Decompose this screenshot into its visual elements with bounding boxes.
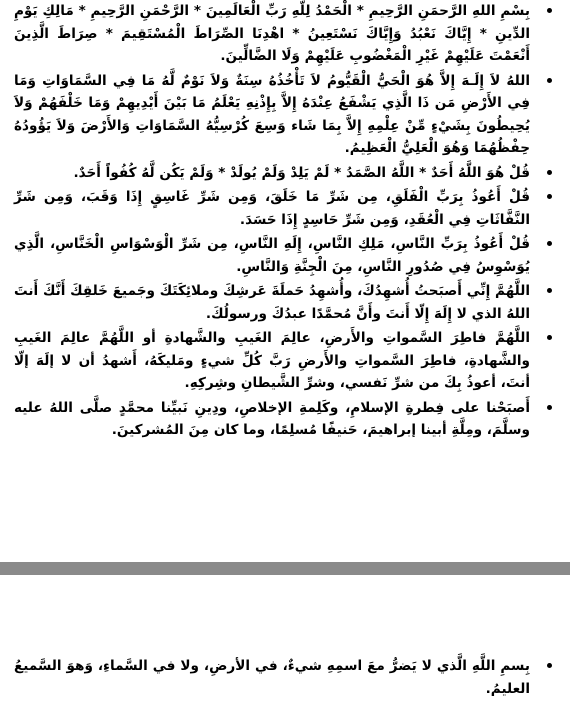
bullet-icon xyxy=(547,170,552,175)
bullet-icon xyxy=(547,78,552,83)
list-item-text: اللهُ لاَ إِلَـهَ إِلاَّ هُوَ الْحَيُّ الْقَيُّومُ لاَ تَأْخُذُهُ سِنَةٌ وَلاَ نَوْمٌ لَّهُ مَا فِي السَّمَاوَاتِ وَمَا فِي الأَرْضِ مَن ذَا الَّذِي يَشْفَعُ عِنْدَهُ إِلاَّ بِإِذْنِهِ يَعْلَمُ مَا بَيْنَ أَيْدِيهِمْ وَمَا خَلْفَهُمْ وَلاَ يُحِيطُونَ بِشَيْءٍ مِّنْ عِلْمِهِ إِلاَّ بِمَا شَاء وَسِعَ كُرْسِيُّهُ السَّمَاوَاتِ وَالأَرْضَ وَلاَ يَؤُودُهُ حِفْظُهُمَا وَهُوَ الْعَلِيُّ الْعَظِيمُ. xyxy=(14,72,530,156)
list-item xyxy=(14,162,558,185)
dua-list xyxy=(14,0,558,444)
bullet-icon xyxy=(547,663,552,668)
list-item xyxy=(14,0,558,68)
list-item-text: قُلْ أَعُوذُ بِرَبِّ النَّاسِ، مَلِكِ النَّاسِ، إِلَهِ النَّاسِ، مِن شَرِّ الْوَسْوَاسِ الْخَنَّاسِ، الَّذِي يُوَسْوِسُ فِي صُدُورِ النَّاسِ، مِنَ الْجِنَّةِ وَالنَّاسِ. xyxy=(14,236,530,275)
bullet-icon xyxy=(547,335,552,340)
bullet-icon xyxy=(547,288,552,293)
list-item-text: قُلْ هُوَ اللَّهُ أَحَدٌ * اللَّهُ الصَّمَدُ * لَمْ يَلِدْ وَلَمْ يُولَدْ * وَلَمْ يَكُن لَّهُ كُفُواً أَحَدٌ. xyxy=(73,164,530,181)
list-item xyxy=(14,280,558,325)
list-item xyxy=(14,186,558,231)
list-item xyxy=(14,233,558,278)
list-item-text: بِسْمِ اللهِ الرَّحمَنِ الرَّحِيمِ * الْحَمْدُ لِلَّهِ رَبِّ الْعَالَمِينَ * الرَّحْمَنِ الرَّحِيمِ * مَالِكِ يَوْمِ الدِّينِ * إِيَّاكَ نَعْبُدُ وَإِيَّاكَ نَسْتَعِينُ * اهْدِنَا الصِّرَاطَ الْمُسْتَقِيمَ * صِرَاطَ الَّذِينَ أَنْعَمْتَ عَلَيْهِمْ غَيْرِ الْمَغْضُوبِ عَلَيْهِمْ وَلَا الضَّالِّينَ. xyxy=(14,3,530,64)
document-page-bottom xyxy=(0,575,570,708)
list-item-text: اللَّهُمَّ إِنِّي أَصبَحتُ أُشهِدُكَ، وأُشهِدُ حَملَةَ عَرشِكَ وملائِكَتَكَ وجَميعَ خَلقِكَ أَنَّكَ أَنتَ اللهُ الذي لا إِلَهَ إِلّا أَنتَ وأَنَّ مُحمَّدًا عبدُكَ ورسولُكَ. xyxy=(14,283,530,322)
bullet-icon xyxy=(547,241,552,246)
bullet-icon xyxy=(547,405,552,410)
list-item-text: أَصبَحْنا على فِطرةِ الإسلامِ، وكَلِمةِ الإخلاصِ، ودِينِ نَبيِّنا محمَّدٍ صلَّى اللهُ عليه وسلَّمَ، ومِلَّةِ أبينا إبراهيمَ، حَنيفًا مُسلِمًا، وما كان مِنَ المُشركينَ. xyxy=(14,399,530,438)
list-item-text: اللَّهُمَّ فاطِرَ السَّمواتِ والأَرضِ، عالِمَ الغَيبِ والشَّهادةِ أو اللَّهُمَّ عالِمَ الغَيبِ والشَّهادةِ، فاطِرَ السَّمواتِ والأَرضِ رَبَّ كُلِّ شيءٍ ومَليكَهُ، أَشهدُ أن لا إلَهَ إلّا أنتَ، أعوذُ بِكَ من شرِّ نَفسي، وشرِّ الشَّيطانِ وشِركِهِ. xyxy=(14,330,530,391)
list-item-text: بِسمِ اللَّهِ الَّذي لا يَضرُّ معَ اسمِهِ شيءٌ، في الأرضِ، ولا في السَّماءِ، وَهوَ السَّميعُ العليمُ. xyxy=(14,658,530,697)
list-item xyxy=(14,327,558,395)
list-item xyxy=(14,70,558,160)
bullet-icon xyxy=(547,8,552,13)
list-item xyxy=(14,655,558,700)
dua-list-bottom xyxy=(14,655,558,702)
list-item-text: قُلْ أَعُوذُ بِرَبِّ الْفَلَقِ، مِن شَرِّ مَا خَلَقَ، وَمِن شَرِّ غَاسِقٍ إِذَا وَقَبَ، وَمِن شَرِّ النَّفَّاثَاتِ فِي الْعُقَدِ، وَمِن شَرِّ حَاسِدٍ إِذَا حَسَدَ. xyxy=(14,189,530,228)
page-divider xyxy=(0,562,570,575)
bullet-icon xyxy=(547,194,552,199)
list-item xyxy=(14,397,558,442)
